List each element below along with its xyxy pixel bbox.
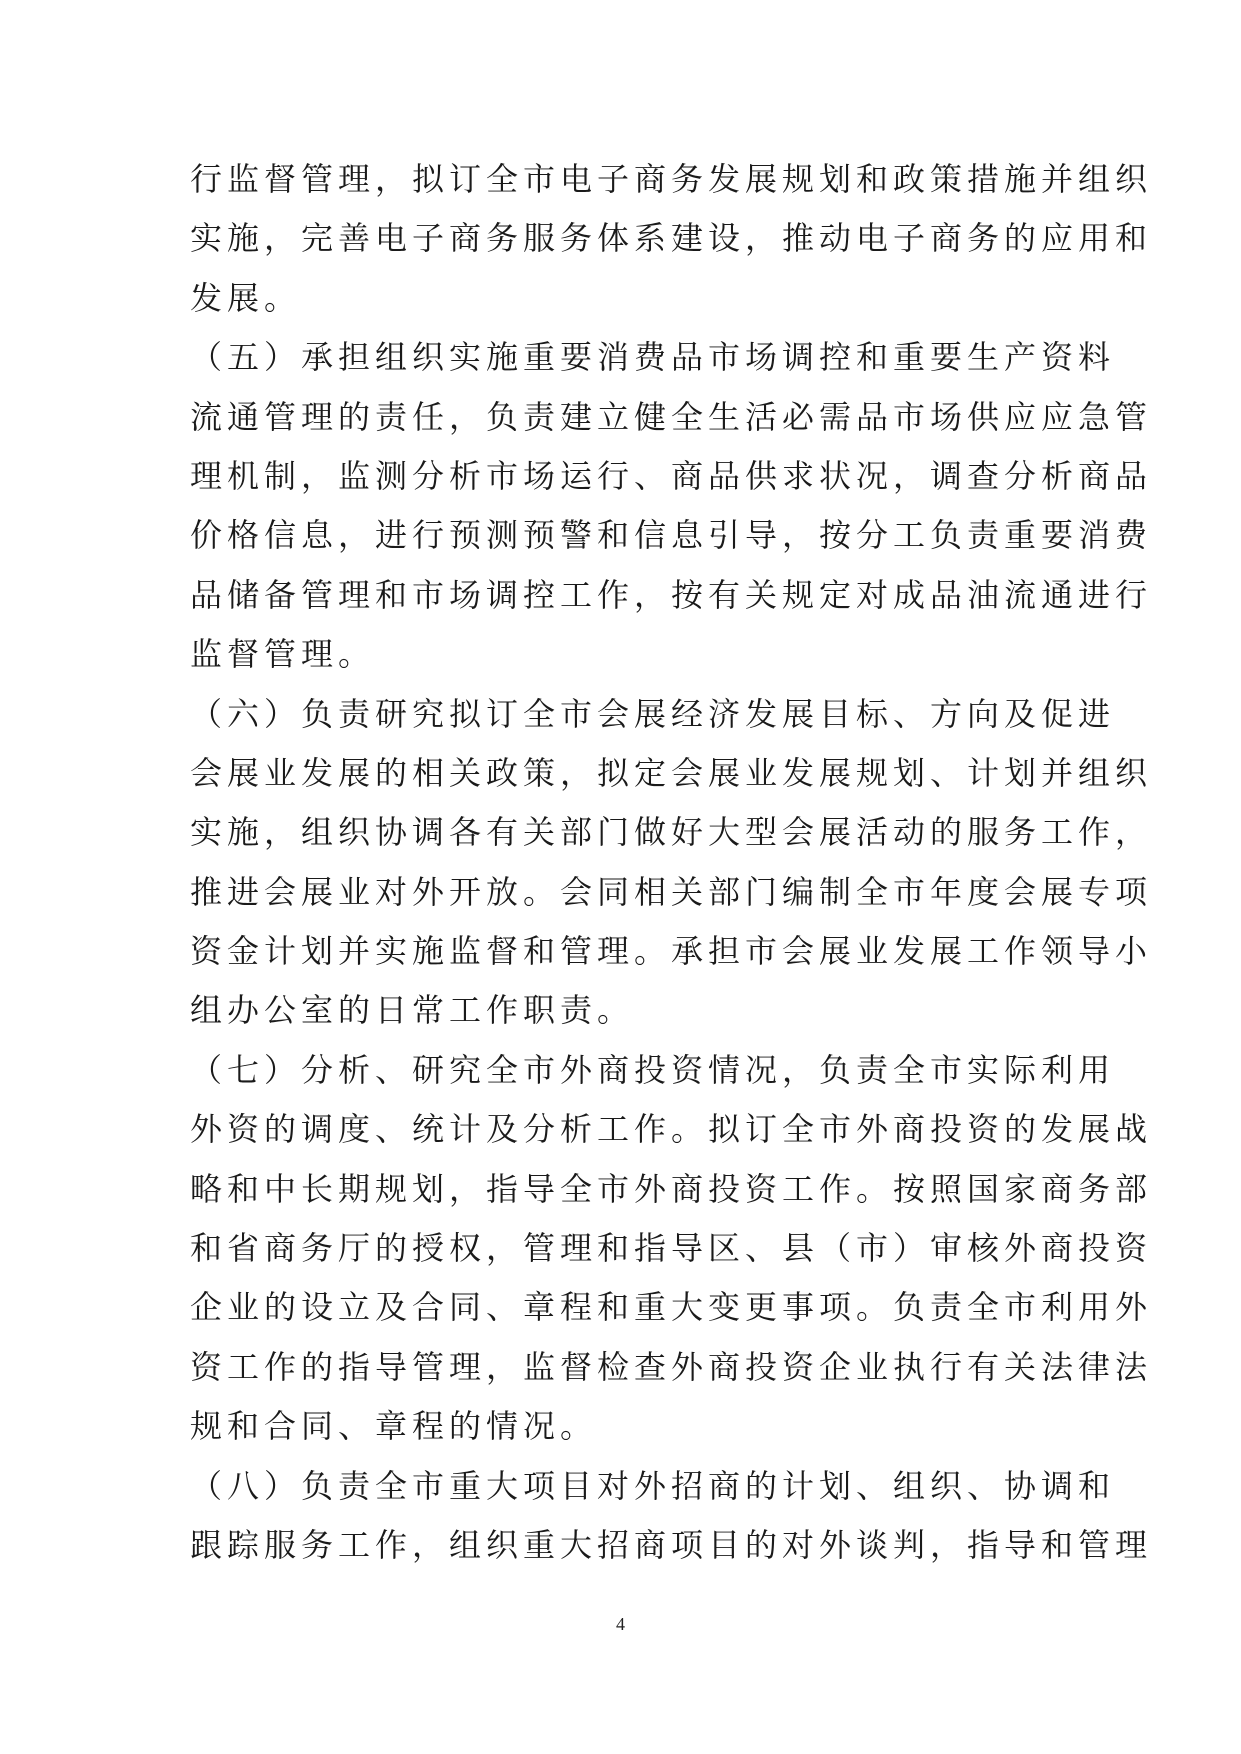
text-line: （八）负责全市重大项目对外招商的计划、组织、协调和 xyxy=(190,1466,1116,1505)
text-line: 品储备管理和市场调控工作，按有关规定对成品油流通进行 xyxy=(190,575,1153,614)
text-line: （五）承担组织实施重要消费品市场调控和重要生产资料 xyxy=(190,338,1116,377)
text-line: 监督管理。 xyxy=(190,635,376,674)
text-line: 实施，组织协调各有关部门做好大型会展活动的服务工作， xyxy=(190,813,1153,852)
text-line: 会展业发展的相关政策，拟定会展业发展规划、计划并组织 xyxy=(190,753,1153,792)
page-number: 4 xyxy=(616,1614,625,1634)
body-text xyxy=(190,150,1153,1575)
text-line: 理机制，监测分析市场运行、商品供求状况，调查分析商品 xyxy=(190,456,1153,495)
text-line: 外资的调度、统计及分析工作。拟订全市外商投资的发展战 xyxy=(190,1110,1153,1149)
text-line: 流通管理的责任，负责建立健全生活必需品市场供应应急管 xyxy=(190,397,1153,436)
text-line: 资金计划并实施监督和管理。承担市会展业发展工作领导小 xyxy=(190,932,1153,971)
text-line: 企业的设立及合同、章程和重大变更事项。负责全市利用外 xyxy=(190,1288,1153,1327)
text-line: 行监督管理，拟订全市电子商务发展规划和政策措施并组织 xyxy=(190,160,1153,198)
text-line: 实施，完善电子商务服务体系建设，推动电子商务的应用和 xyxy=(190,219,1153,258)
text-line: 和省商务厅的授权，管理和指导区、县（市）审核外商投资 xyxy=(190,1229,1153,1268)
text-line: 发展。 xyxy=(190,278,302,317)
text-line: 规和合同、章程的情况。 xyxy=(190,1407,598,1446)
text-line: 价格信息，进行预测预警和信息引导，按分工负责重要消费 xyxy=(190,516,1153,555)
text-line: 跟踪服务工作，组织重大招商项目的对外谈判，指导和管理 xyxy=(190,1525,1153,1564)
text-line: 推进会展业对外开放。会同相关部门编制全市年度会展专项 xyxy=(190,872,1153,911)
text-line: （七）分析、研究全市外商投资情况，负责全市实际利用 xyxy=(190,1050,1116,1089)
text-line: 略和中长期规划，指导全市外商投资工作。按照国家商务部 xyxy=(190,1169,1153,1208)
text-line: 资工作的指导管理，监督检查外商投资企业执行有关法律法 xyxy=(190,1347,1153,1386)
text-line: （六）负责研究拟订全市会展经济发展目标、方向及促进 xyxy=(190,694,1116,733)
text-line: 组办公室的日常工作职责。 xyxy=(190,991,635,1030)
